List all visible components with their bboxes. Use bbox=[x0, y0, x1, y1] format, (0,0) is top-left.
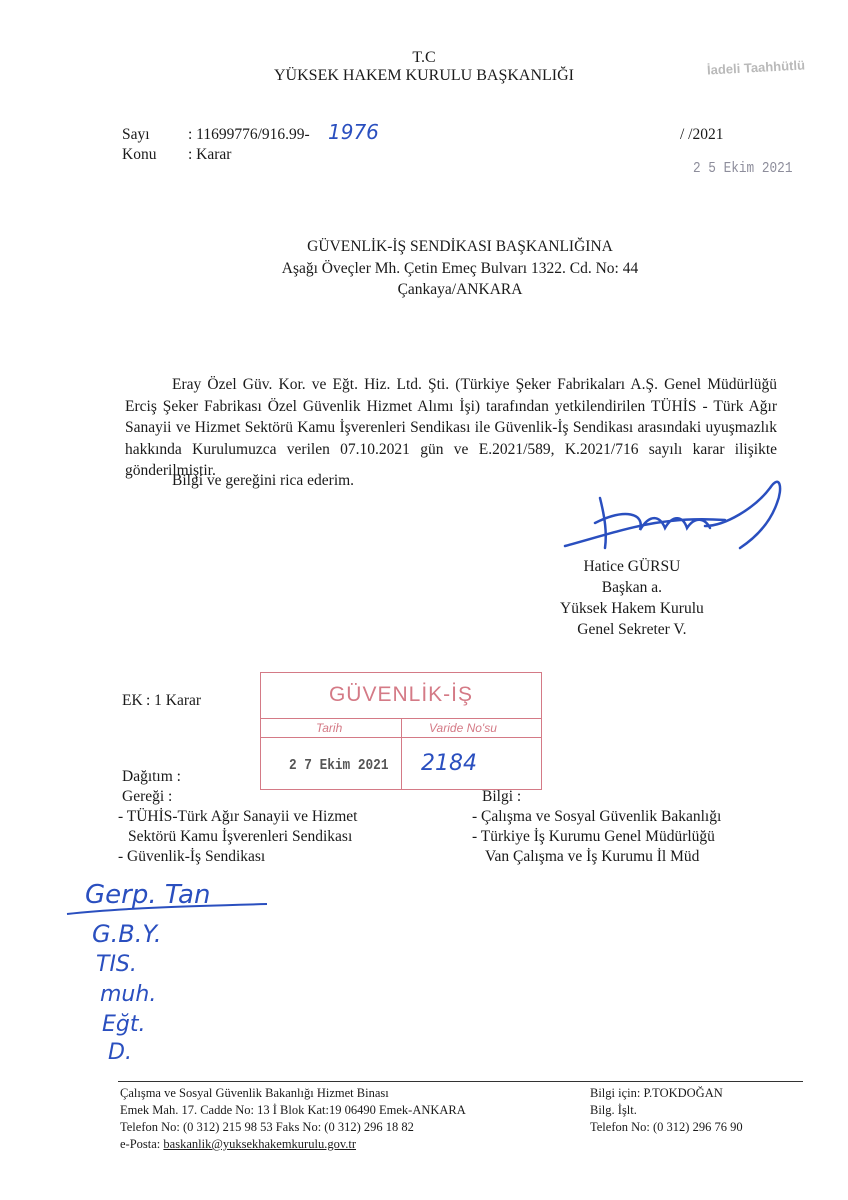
signatory-name: Hatice GÜRSU bbox=[583, 558, 681, 575]
footer-divider bbox=[118, 1081, 803, 1082]
footer-email-link[interactable]: baskanlik@yuksekhakemkurulu.gov.tr bbox=[163, 1137, 357, 1151]
recipient-address-2: Çankaya/ANKARA bbox=[397, 281, 523, 298]
sayi-handwritten-number: 1976 bbox=[328, 120, 379, 144]
handwritten-signature bbox=[555, 468, 795, 568]
handwritten-note-6: D. bbox=[108, 1040, 132, 1065]
bilgi-item-2: - Türkiye İş Kurumu Genel Müdürlüğü bbox=[472, 828, 715, 845]
konu-label: Konu bbox=[122, 146, 157, 163]
signature-block bbox=[560, 556, 704, 640]
bilgi-item-1: - Çalışma ve Sosyal Güvenlik Bakanlığı bbox=[472, 808, 722, 825]
handwritten-underline bbox=[62, 900, 272, 920]
body-paragraph-1: Eray Özel Güv. Kor. ve Eğt. Hiz. Ltd. Şti. (Türkiye Şeker Fabrikaları A.Ş. Genel Müdürlüğü Erciş Şeker Fabrikası Özel Güvenlik Hizmet Alımı İşi) tarafından yetkilendirilen TÜHİS - Türk Ağır Sanayii ve Hizmet Sektörü Kamu İşverenleri Sendikası ile Güvenlik-İş Sendikası arasındaki uyuşmazlık hakkında Kurulumuzca verilen 07.10.2021 gün ve E.2021/589, K.2021/716 sayılı karar ilişikte gönderilmiştir. bbox=[125, 376, 777, 479]
footer-info-phone: Telefon No: (0 312) 296 76 90 bbox=[590, 1120, 743, 1134]
date-slots: / /2021 bbox=[680, 126, 724, 143]
sayi-label: Sayı bbox=[122, 126, 150, 143]
handwritten-note-1: Gerp. Tan bbox=[85, 880, 211, 910]
footer-address: Emek Mah. 17. Cadde No: 13 İ Blok Kat:19 06490 Emek-ANKARA bbox=[120, 1103, 466, 1117]
gereği-item-3: - Güvenlik-İş Sendikası bbox=[118, 848, 266, 865]
footer-email-label: e-Posta: bbox=[120, 1137, 161, 1151]
gereği-label: Gereği : bbox=[122, 788, 173, 805]
bilgi-label: Bilgi : bbox=[482, 788, 522, 805]
sayi-value: : 11699776/916.99- bbox=[188, 126, 310, 143]
body-paragraph-2: Bilgi ve gereğini rica ederim. bbox=[172, 472, 355, 489]
gereği-item-1: - TÜHİS-Türk Ağır Sanayii ve Hizmet bbox=[118, 808, 358, 825]
distribution-label: Dağıtım : bbox=[122, 768, 181, 785]
received-stamp bbox=[260, 672, 542, 790]
bilgi-item-3: Van Çalışma ve İş Kurumu İl Müd bbox=[485, 848, 700, 865]
footer-info-contact: Bilgi için: P.TOKDOĞAN bbox=[590, 1086, 723, 1100]
handwritten-note-2: G.B.Y. bbox=[92, 920, 162, 948]
footer-building: Çalışma ve Sosyal Güvenlik Bakanlığı Hizmet Binası bbox=[120, 1086, 389, 1100]
attachment-value: : 1 Karar bbox=[146, 692, 202, 709]
date-stamp: 2 5 Ekim 2021 bbox=[693, 160, 793, 177]
footer-contact bbox=[120, 1085, 466, 1153]
recipient-name: GÜVENLİK-İŞ SENDİKASI BAŞKANLIĞINA bbox=[307, 238, 613, 255]
handwritten-note-5: Eğt. bbox=[102, 1012, 146, 1037]
header-institution: YÜKSEK HAKEM KURULU BAŞKANLIĞI bbox=[274, 67, 574, 84]
footer-info-role: Bilg. İşlt. bbox=[590, 1103, 637, 1117]
received-stamp-date: 2 7 Ekim 2021 bbox=[289, 757, 389, 774]
received-stamp-number-label: Varide No'su bbox=[429, 721, 497, 735]
footer-email-row bbox=[120, 1136, 466, 1153]
footer-info bbox=[590, 1085, 743, 1136]
registered-mail-stamp: İadeli Taahhütlü bbox=[706, 57, 806, 78]
recipient-address-1: Aşağı Öveçler Mh. Çetin Emeç Bulvarı 1322. Cd. No: 44 bbox=[281, 259, 639, 277]
gereği-item-2: Sektörü Kamu İşverenleri Sendikası bbox=[128, 828, 353, 845]
signatory-title-2: Yüksek Hakem Kurulu bbox=[560, 600, 704, 617]
signatory-title-3: Genel Sekreter V. bbox=[577, 621, 687, 638]
received-stamp-title: GÜVENLİK-İŞ bbox=[328, 683, 474, 706]
footer-phone: Telefon No: (0 312) 215 98 53 Faks No: (0 312) 296 18 82 bbox=[120, 1120, 414, 1134]
attachment-label: EK bbox=[122, 692, 143, 709]
signatory-title-1: Başkan a. bbox=[601, 579, 663, 596]
handwritten-note-3: TIS. bbox=[96, 952, 137, 977]
received-stamp-number: 2184 bbox=[421, 751, 477, 776]
header-tc: T.C bbox=[412, 49, 436, 66]
handwritten-note-4: muh. bbox=[100, 982, 157, 1007]
recipient-block bbox=[240, 236, 680, 301]
konu-value: : Karar bbox=[188, 146, 232, 163]
received-stamp-date-label: Tarih bbox=[316, 721, 343, 735]
